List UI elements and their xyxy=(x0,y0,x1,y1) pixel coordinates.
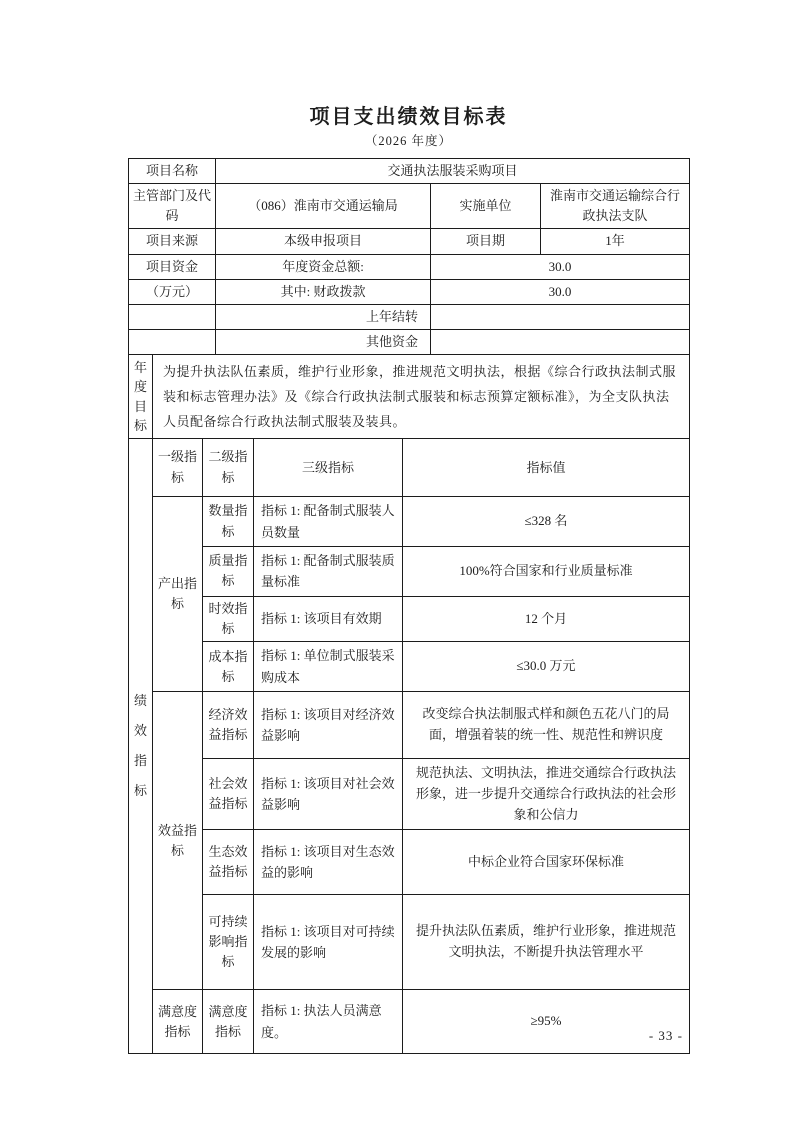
page-number: - 33 - xyxy=(648,1028,683,1043)
level2-cell: 经济效益指标 xyxy=(203,692,254,759)
funds-other-value xyxy=(431,329,690,354)
period-label: 项目期 xyxy=(431,229,541,254)
level3-cell: 指标 1: 执法人员满意度。 xyxy=(254,990,403,1054)
source-value: 本级申报项目 xyxy=(216,229,431,254)
funds-carryover-label: 上年结转 xyxy=(216,304,431,329)
level1-cell-output: 产出指标 xyxy=(153,497,203,692)
document-content xyxy=(128,0,689,1054)
project-name-value: 交通执法服装采购项目 xyxy=(216,159,690,184)
indicator-row xyxy=(129,990,690,1054)
col-header-level3: 三级指标 xyxy=(254,439,403,497)
indicator-row xyxy=(129,830,690,895)
period-value: 1年 xyxy=(541,229,690,254)
col-header-value: 指标值 xyxy=(403,439,690,497)
level2-cell: 成本指标 xyxy=(203,642,254,692)
annual-goal-text: 为提升执法队伍素质，维护行业形象，推进规范文明执法，根据《综合行政执法制式服装和标志管理办法》及《综合行政执法制式服装和标志预算定额标准》，为全支队执法人员配备综合行政执法制式服装及装具。 xyxy=(153,355,690,439)
funds-fiscal-value: 30.0 xyxy=(431,279,690,304)
page-title: 项目支出绩效目标表 xyxy=(309,106,508,128)
project-name-label: 项目名称 xyxy=(129,159,216,184)
value-cell: ≤30.0 万元 xyxy=(403,642,690,692)
level2-cell: 生态效益指标 xyxy=(203,830,254,895)
funds-label-empty xyxy=(129,304,216,329)
funds-label-empty xyxy=(129,329,216,354)
table-row xyxy=(129,159,690,184)
level2-cell: 时效指标 xyxy=(203,596,254,641)
indicator-row xyxy=(129,759,690,830)
level2-cell: 可持续影响指标 xyxy=(203,895,254,990)
funds-total-value: 30.0 xyxy=(431,254,690,279)
indicator-row xyxy=(129,692,690,759)
level1-cell-satisfaction: 满意度指标 xyxy=(153,990,203,1054)
funds-fiscal-label: 其中: 财政拨款 xyxy=(216,279,431,304)
table-row xyxy=(129,304,690,329)
level3-cell: 指标 1: 单位制式服装采购成本 xyxy=(254,642,403,692)
level3-cell: 指标 1: 该项目对生态效益的影响 xyxy=(254,830,403,895)
col-header-level1: 一级指标 xyxy=(153,439,203,497)
table-row xyxy=(129,355,690,439)
dept-label: 主管部门及代码 xyxy=(129,184,216,229)
funds-carryover-value xyxy=(431,304,690,329)
annual-goal-label xyxy=(129,355,153,439)
value-cell: ≤328 名 xyxy=(403,497,690,547)
funds-total-label: 年度资金总额: xyxy=(216,254,431,279)
impl-unit-label: 实施单位 xyxy=(431,184,541,229)
level1-cell-benefit: 效益指标 xyxy=(153,692,203,990)
value-cell: 12 个月 xyxy=(403,596,690,641)
table-row xyxy=(129,229,690,254)
col-header-level2: 二级指标 xyxy=(203,439,254,497)
indicator-row xyxy=(129,596,690,641)
value-cell: ≥95% xyxy=(403,990,690,1054)
impl-unit-value: 淮南市交通运输综合行政执法支队 xyxy=(541,184,690,229)
performance-indicator-table xyxy=(128,438,690,1054)
project-info-table xyxy=(128,158,690,439)
performance-side-vertical-text: 绩效指标 xyxy=(133,693,147,799)
page-subtitle: （2026 年度） xyxy=(364,134,453,148)
funds-other-label: 其他资金 xyxy=(216,329,431,354)
level3-cell: 指标 1: 该项目对可持续发展的影响 xyxy=(254,895,403,990)
level3-cell: 指标 1: 该项目有效期 xyxy=(254,596,403,641)
indicator-row xyxy=(129,895,690,990)
level2-cell: 数量指标 xyxy=(203,497,254,547)
indicator-row xyxy=(129,547,690,597)
level2-cell: 满意度指标 xyxy=(203,990,254,1054)
value-cell: 100%符合国家和行业质量标准 xyxy=(403,547,690,597)
value-cell: 提升执法队伍素质，维护行业形象，推进规范文明执法，不断提升执法管理水平 xyxy=(403,895,690,990)
level2-cell: 社会效益指标 xyxy=(203,759,254,830)
table-row xyxy=(129,279,690,304)
level2-cell: 质量指标 xyxy=(203,547,254,597)
level3-cell: 指标 1: 配备制式服装质量标准 xyxy=(254,547,403,597)
performance-side-label xyxy=(129,439,153,1054)
value-cell: 中标企业符合国家环保标准 xyxy=(403,830,690,895)
value-cell: 规范执法、文明执法，推进交通综合行政执法形象，进一步提升交通综合行政执法的社会形象和公信力 xyxy=(403,759,690,830)
level3-cell: 指标 1: 该项目对社会效益影响 xyxy=(254,759,403,830)
indicator-row xyxy=(129,642,690,692)
annual-goal-vertical-text: 年度目标 xyxy=(133,359,147,434)
table-row xyxy=(129,184,690,229)
table-row xyxy=(129,254,690,279)
funds-label-line1: 项目资金 xyxy=(129,254,216,279)
indicator-row xyxy=(129,497,690,547)
funds-label-line2: （万元） xyxy=(129,279,216,304)
dept-value: （086）淮南市交通运输局 xyxy=(216,184,431,229)
source-label: 项目来源 xyxy=(129,229,216,254)
table-header-row xyxy=(129,439,690,497)
table-row xyxy=(129,329,690,354)
level3-cell: 指标 1: 该项目对经济效益影响 xyxy=(254,692,403,759)
value-cell: 改变综合执法制服式样和颜色五花八门的局面，增强着装的统一性、规范性和辨识度 xyxy=(403,692,690,759)
level3-cell: 指标 1: 配备制式服装人员数量 xyxy=(254,497,403,547)
